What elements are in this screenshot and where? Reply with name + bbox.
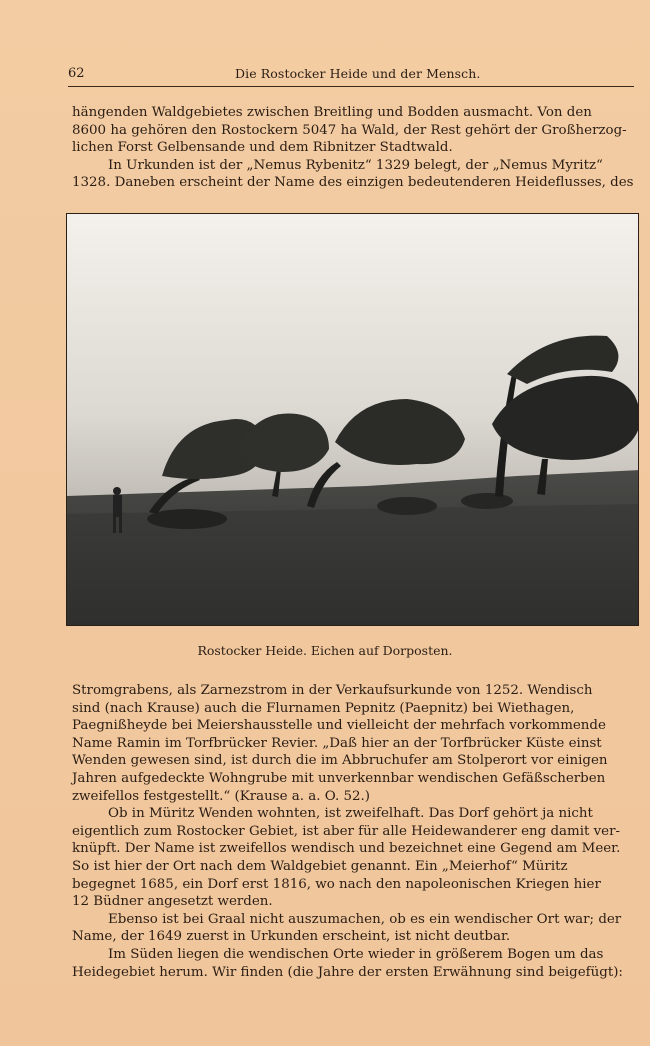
text-line: lichen Forst Gelbensande und dem Ribnitzer Stadtwald. — [72, 140, 453, 156]
text-line: Jahren aufgedeckte Wohngrube mit unverkennbar wendischen Gefäßscherben — [72, 770, 606, 786]
heath-photograph — [66, 213, 639, 626]
body-paragraph — [72, 682, 636, 981]
text-line: 1328. Daneben erscheint der Name des einzigen bedeutenderen Heideflusses, des — [72, 175, 634, 191]
text-line: eigentlich zum Rostocker Gebiet, ist aber für alle Heidewanderer eng damit ver- — [72, 823, 621, 839]
text-line: Stromgrabens, als Zarnezstrom in der Verkaufsurkunde von 1252. Wendisch — [72, 683, 593, 698]
photo-illustration — [67, 214, 639, 626]
text-line: So ist hier der Ort nach dem Waldgebiet genannt. Ein „Meierhof“ Müritz — [72, 858, 568, 874]
text-line: Ob in Müritz Wenden wohnten, ist zweifelhaft. Das Dorf gehört ja nicht — [108, 806, 593, 822]
page-number: 62 — [68, 66, 85, 81]
text-line: knüpft. Der Name ist zweifellos wendisch und bezeichnet eine Gegend am Meer. — [72, 841, 621, 857]
text-line: zweifellos festgestellt.“ (Krause a. a. O. 52.) — [72, 788, 370, 804]
running-head: Die Rostocker Heide und der Mensch. — [235, 66, 481, 81]
text-line: Ebenso ist bei Graal nicht auszumachen, ob es ein wendischer Ort war; der — [108, 911, 622, 927]
text-line: hängenden Waldgebietes zwischen Breitling und Bodden ausmacht. Von den — [72, 105, 592, 120]
text-line: In Urkunden ist der „Nemus Rybenitz“ 1329 belegt, der „Nemus Myritz“ — [108, 157, 603, 173]
text-line: Paegnißheyde bei Meiershausstelle und vielleicht der mehrfach vorkommende — [72, 718, 606, 734]
text-line: sind (nach Krause) auch die Flurnamen Pepnitz (Paepnitz) bei Wiethagen, — [72, 700, 575, 716]
text-line: Name, der 1649 zuerst in Urkunden erscheint, ist nicht deutbar. — [72, 929, 511, 945]
page-header — [68, 66, 634, 86]
top-paragraph — [72, 104, 636, 192]
text-line: Wenden gewesen sind, ist durch die im Abbruchufer am Stolperort vor einigen — [72, 753, 608, 769]
text-line: begegnet 1685, ein Dorf erst 1816, wo nach den napoleonischen Kriegen hier — [72, 876, 601, 892]
text-line: Name Ramin im Torfbrücker Revier. „Daß hier an der Torfbrücker Küste einst — [72, 735, 602, 751]
text-line: Im Süden liegen die wendischen Orte wieder in größerem Bogen um das — [108, 946, 604, 962]
photo-caption: Rostocker Heide. Eichen auf Dorposten. — [197, 643, 453, 658]
text-line: Heidegebiet herum. Wir finden (die Jahre der ersten Erwähnung sind beigefügt): — [72, 964, 623, 980]
text-line: 12 Büdner angesetzt werden. — [72, 894, 273, 910]
text-line: 8600 ha gehören den Rostockern 5047 ha Wald, der Rest gehört der Großherzog- — [72, 122, 627, 138]
header-rule — [68, 86, 634, 87]
